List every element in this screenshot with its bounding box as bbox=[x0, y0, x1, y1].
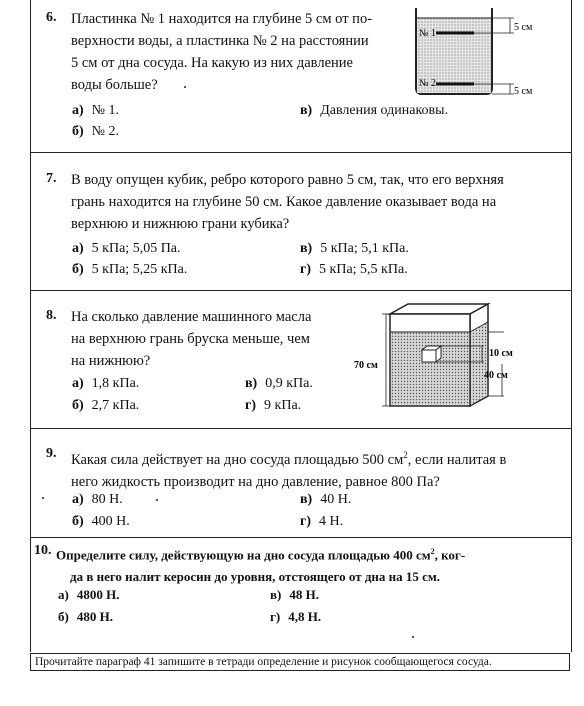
depth-label: 40 см bbox=[484, 370, 508, 381]
answer-9g: г) 4 Н. bbox=[300, 514, 344, 529]
question-7-line: В воду опущен кубик, ребро которого равно 5 см, так, что его верхняя bbox=[71, 172, 504, 188]
answer-10a: а) 4800 Н. bbox=[58, 587, 120, 602]
answer-6a: а) № 1. bbox=[72, 103, 120, 118]
answer-9v: в) 40 Н. bbox=[300, 492, 352, 507]
question-9-line: него жидкость производит на дно давление, равное 800 Па? bbox=[71, 473, 440, 490]
question-6-text bbox=[71, 8, 401, 96]
question-10-number: 10. bbox=[34, 543, 52, 558]
question-10-line: Определите силу, действующую на дно сосуда площадью 400 $см^2$, ког- bbox=[56, 547, 466, 563]
question-7-number: 7. bbox=[46, 171, 57, 186]
divider bbox=[30, 428, 571, 429]
question-8-line: на нижнюю? bbox=[71, 353, 151, 369]
question-8-text bbox=[71, 306, 361, 372]
question-6-line: Пластинка № 1 находится на глубине 5 см от по- bbox=[71, 11, 373, 27]
scan-speck bbox=[42, 497, 44, 499]
scan-speck bbox=[184, 86, 186, 88]
oil-tank-figure bbox=[352, 302, 522, 420]
answer-7b: б) 5 кПа; 5,25 кПа. bbox=[72, 262, 188, 277]
plate-1-label: № 1 bbox=[419, 28, 437, 39]
answer-6b: б) № 2. bbox=[72, 124, 120, 139]
answer-7g: г) 5 кПа; 5,5 кПа. bbox=[300, 262, 408, 277]
answer-10b: б) 480 Н. bbox=[58, 609, 113, 624]
answer-8g: г) 9 кПа. bbox=[245, 398, 302, 413]
question-7-line: грань находится на глубине 50 см. Какое давление оказывает вода на bbox=[71, 194, 497, 210]
homework-note: Прочитайте параграф 41 запишите в тетради определение и рисунок сообщающегося сосуда. bbox=[30, 653, 570, 671]
answer-7v: в) 5 кПа; 5,1 кПа. bbox=[300, 241, 409, 256]
question-9-text bbox=[71, 444, 566, 493]
question-8-line: на верхнюю грань бруска меньше, чем bbox=[71, 331, 310, 347]
answer-6v: в) Давления одинаковы. bbox=[300, 103, 449, 118]
height-label: 70 см bbox=[354, 360, 378, 371]
question-7-line: верхнюю и нижнюю грани кубика? bbox=[71, 216, 290, 232]
question-9-line: Какая сила действует на дно сосуда площадью 500 $см^2$, если налитая в bbox=[71, 450, 507, 468]
vessel-figure bbox=[412, 6, 562, 102]
answer-8b: б) 2,7 кПа. bbox=[72, 398, 140, 413]
answer-8a: а) 1,8 кПа. bbox=[72, 376, 140, 391]
divider bbox=[30, 152, 571, 153]
question-8-number: 8. bbox=[46, 308, 57, 323]
question-6-line: 5 см от дна сосуда. На какую из них давление bbox=[71, 55, 353, 71]
answer-8v: в) 0,9 кПа. bbox=[245, 376, 313, 391]
scan-speck bbox=[156, 499, 158, 501]
answer-10g: г) 4,8 Н. bbox=[270, 609, 322, 624]
answer-9a: а) 80 Н. bbox=[72, 492, 123, 507]
answer-10v: в) 48 Н. bbox=[270, 587, 319, 602]
answer-9b: б) 400 Н. bbox=[72, 514, 130, 529]
question-6-line: воды больше? bbox=[71, 77, 158, 93]
dimension-label: 5 см bbox=[514, 86, 533, 97]
question-9-number: 9. bbox=[46, 446, 57, 461]
divider bbox=[30, 290, 571, 291]
dimension-label: 5 см bbox=[514, 22, 533, 33]
question-6-line: верхности воды, а пластинка № 2 на расстоянии bbox=[71, 33, 369, 49]
divider bbox=[30, 537, 571, 538]
question-8-line: На сколько давление машинного масла bbox=[71, 309, 312, 325]
answer-7a: а) 5 кПа; 5,05 Па. bbox=[72, 241, 181, 256]
question-10-text bbox=[56, 541, 561, 588]
question-10-line: да в него налит керосин до уровня, отстоящего от дна на 15 см. bbox=[70, 569, 441, 585]
plate-2-label: № 2 bbox=[419, 78, 437, 89]
question-6-number: 6. bbox=[46, 10, 57, 25]
cube-label: 10 см bbox=[489, 348, 513, 359]
scan-speck bbox=[412, 636, 414, 638]
question-7-text bbox=[71, 169, 561, 235]
